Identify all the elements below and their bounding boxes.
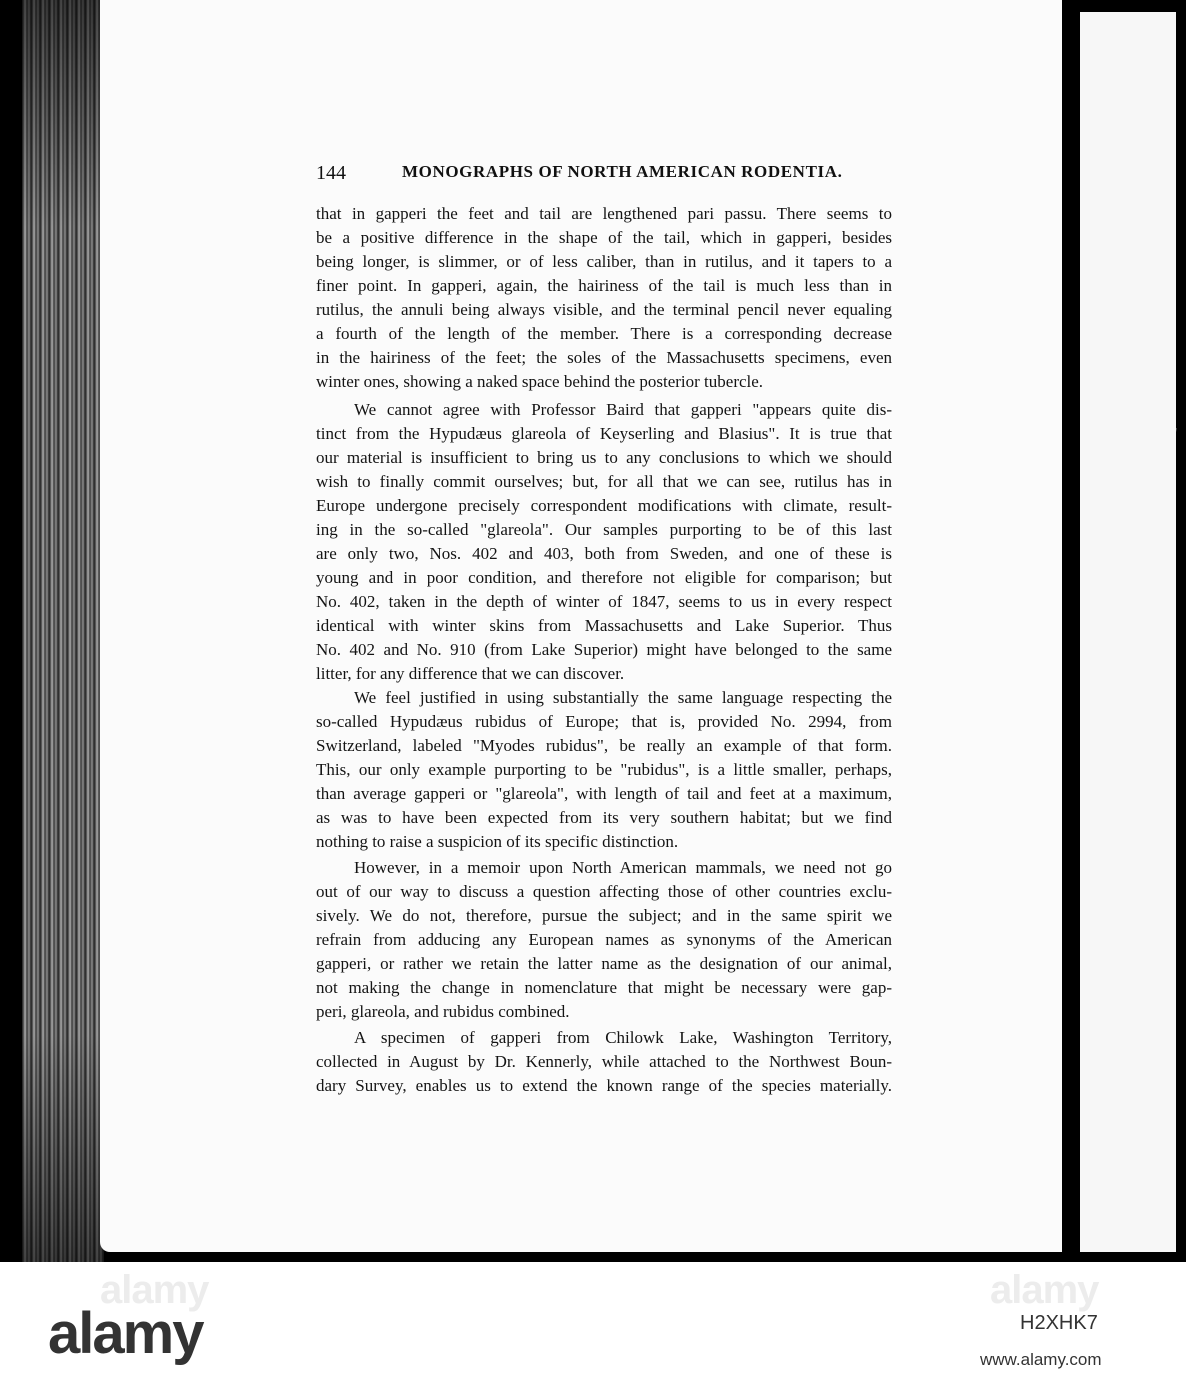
text-line: being longer, is slimmer, or of less caliber, than in rutilus, and it tapers to a xyxy=(316,252,892,271)
text-line: rutilus, the annuli being always visible, and the terminal pencil never equaling xyxy=(316,300,892,319)
text-line: wish to finally commit ourselves; but, for all that we can see, rutilus has in xyxy=(316,472,892,491)
text-line: gapperi, or rather we retain the latter name as the designation of our animal, xyxy=(316,954,892,973)
text-line: as was to have been expected from its very southern habitat; but we find xyxy=(316,808,892,827)
text-line: nothing to raise a suspicion of its specific distinction. xyxy=(316,832,679,851)
text-line: our material is insufficient to bring us to any conclusions to which we should xyxy=(316,448,892,467)
stock-url: www.alamy.com xyxy=(980,1350,1102,1369)
text-line: Europe undergone precisely correspondent modifications with climate, result- xyxy=(316,496,892,515)
page-number: 144 xyxy=(316,162,346,184)
text-line: ing in the so-called "glareola". Our samples purporting to be of this last xyxy=(316,520,892,539)
running-head xyxy=(316,162,890,186)
text-line: be a positive difference in the shape of the tail, which in gapperi, besides xyxy=(316,228,892,247)
text-line: than average gapperi or "glareola", with length of tail and feet at a maximum, xyxy=(316,784,892,803)
text-line: not making the change in nomenclature that might be necessary were gap- xyxy=(316,978,892,997)
running-title: MONOGRAPHS OF NORTH AMERICAN RODENTIA. xyxy=(402,162,843,181)
text-line: in the hairiness of the feet; the soles of the Massachusetts specimens, even xyxy=(316,348,892,367)
text-line: Switzerland, labeled "Myodes rubidus", be really an example of that form. xyxy=(316,736,892,755)
text-line: This, our only example purporting to be "rubidus", is a little smaller, perhaps, xyxy=(316,760,892,779)
text-line: We feel justified in using substantially the same language respecting the xyxy=(354,688,892,707)
text-line: We cannot agree with Professor Baird that gapperi "appears quite dis- xyxy=(354,400,892,419)
text-line: However, in a memoir upon North American mammals, we need not go xyxy=(354,858,892,877)
text-line: sively. We do not, therefore, pursue the subject; and in the same spirit we xyxy=(316,906,892,925)
facing-page-edge xyxy=(1080,12,1176,1252)
text-line: that in gapperi the feet and tail are lengthened pari passu. There seems to xyxy=(316,204,892,223)
text-line: identical with winter skins from Massachusetts and Lake Superior. Thus xyxy=(316,616,892,635)
text-line: a fourth of the length of the member. There is a corresponding decrease xyxy=(316,324,892,343)
text-line: dary Survey, enables us to extend the known range of the species materially. xyxy=(316,1076,892,1095)
text-line: so-called Hypudæus rubidus of Europe; that is, provided No. 2994, from xyxy=(316,712,892,731)
image-id: H2XHK7 xyxy=(1020,1312,1098,1334)
text-line: litter, for any difference that we can discover. xyxy=(316,664,625,683)
text-line: A specimen of gapperi from Chilowk Lake, Washington Territory, xyxy=(354,1028,892,1047)
text-line: peri, glareola, and rubidus combined. xyxy=(316,1002,570,1021)
text-line: No. 402, taken in the depth of winter of 1847, seems to us in every respect xyxy=(316,592,892,611)
text-line: collected in August by Dr. Kennerly, while attached to the Northwest Boun- xyxy=(316,1052,892,1071)
watermark-left: alamy xyxy=(100,1268,209,1312)
watermark-right: alamy xyxy=(990,1268,1099,1312)
text-line: young and in poor condition, and therefore not eligible for comparison; but xyxy=(316,568,892,587)
text-line: tinct from the Hypudæus glareola of Keyserling and Blasius". It is true that xyxy=(316,424,892,443)
text-line: out of our way to discuss a question affecting those of other countries exclu- xyxy=(316,882,892,901)
text-line: winter ones, showing a naked space behind the posterior tubercle. xyxy=(316,372,764,391)
watermark-logo: alamy xyxy=(48,1301,203,1366)
page-edge-stack xyxy=(22,0,104,1262)
text-line: are only two, Nos. 402 and 403, both from Sweden, and one of these is xyxy=(316,544,892,563)
text-line: No. 402 and No. 910 (from Lake Superior) might have belonged to the same xyxy=(316,640,892,659)
text-line: finer point. In gapperi, again, the hairiness of the tail is much less than in xyxy=(316,276,892,295)
text-line: refrain from adducing any European names as synonyms of the American xyxy=(316,930,892,949)
